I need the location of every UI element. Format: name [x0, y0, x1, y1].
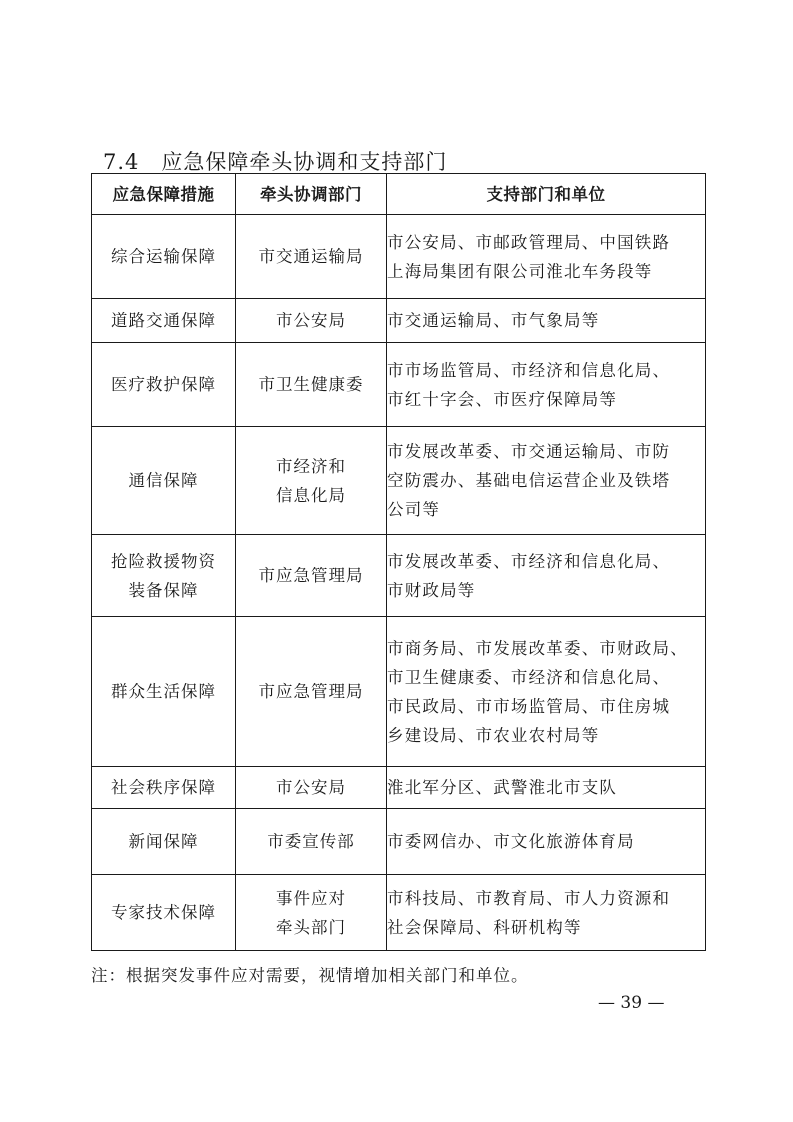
header-support: 支持部门和单位 [387, 174, 706, 215]
lead-line: 事件应对 [276, 888, 346, 908]
lead-cell [236, 809, 387, 875]
table-row [92, 299, 706, 343]
table-row [92, 875, 706, 951]
lead-line: 市交通运输局 [258, 247, 364, 266]
section-number: 7.4 [103, 150, 140, 174]
table-header-row [92, 174, 706, 215]
lead-cell [236, 875, 387, 951]
page-number: — 39 — [598, 993, 665, 1013]
measure-line: 通信保障 [128, 471, 199, 490]
measure-line: 社会秩序保障 [111, 778, 216, 797]
lead-line: 市应急管理局 [258, 682, 364, 701]
support-line: 市发展改革委、市经济和信息化局、 [387, 551, 671, 571]
measure-cell [92, 535, 236, 617]
measure-line: 专家技术保障 [111, 903, 216, 922]
measure-line: 装备保障 [128, 580, 199, 600]
support-cell [387, 343, 706, 427]
lead-line: 信息化局 [276, 485, 346, 505]
measure-line: 抢险救援物资 [111, 551, 216, 571]
lead-cell [236, 535, 387, 617]
measure-line: 群众生活保障 [111, 682, 216, 701]
footnote: 注：根据突发事件应对需要，视情增加相关部门和单位。 [91, 966, 529, 985]
support-cell [387, 875, 706, 951]
header-lead: 牵头协调部门 [236, 174, 387, 215]
support-line: 市卫生健康委、市经济和信息化局、 [387, 667, 671, 687]
support-line: 空防震办、基础电信运营企业及铁塔 [387, 471, 671, 490]
section-title [103, 146, 447, 176]
table-row [92, 809, 706, 875]
measure-line: 综合运输保障 [111, 247, 216, 266]
section-title-text: 应急保障牵头协调和支持部门 [161, 150, 448, 174]
lead-line: 市委宣传部 [267, 832, 355, 851]
support-line: 社会保障局、科研机构等 [387, 917, 582, 937]
support-line: 乡建设局、市农业农村局等 [387, 725, 600, 745]
measure-cell [92, 875, 236, 951]
lead-line: 市经济和 [276, 456, 346, 476]
support-line: 市交通运输局、市气象局等 [387, 311, 600, 330]
support-line: 公司等 [387, 500, 441, 519]
measure-cell [92, 215, 236, 299]
support-line: 市发展改革委、市交通运输局、市防 [387, 442, 671, 461]
lead-cell [236, 767, 387, 809]
measure-cell [92, 343, 236, 427]
support-line: 市委网信办、市文化旅游体育局 [387, 832, 635, 851]
lead-cell [236, 215, 387, 299]
lead-line: 市公安局 [276, 778, 346, 797]
support-line: 市科技局、市教育局、市人力资源和 [387, 888, 671, 908]
support-line: 市公安局、市邮政管理局、中国铁路 [387, 232, 671, 252]
lead-cell [236, 427, 387, 535]
support-line: 市市场监管局、市经济和信息化局、 [387, 360, 671, 380]
measure-cell [92, 299, 236, 343]
measure-cell [92, 427, 236, 535]
header-measure: 应急保障措施 [92, 174, 236, 215]
support-line: 市民政局、市市场监管局、市住房城 [387, 696, 671, 716]
support-cell [387, 427, 706, 535]
support-line: 上海局集团有限公司淮北车务段等 [387, 261, 653, 281]
lead-line: 牵头部门 [276, 917, 346, 937]
lead-line: 市卫生健康委 [258, 375, 364, 394]
support-cell [387, 767, 706, 809]
table-row [92, 343, 706, 427]
table-row [92, 427, 706, 535]
measure-line: 道路交通保障 [111, 311, 216, 330]
support-cell [387, 299, 706, 343]
support-cell [387, 617, 706, 767]
measure-line: 医疗救护保障 [111, 375, 216, 394]
lead-cell [236, 299, 387, 343]
support-line: 市商务局、市发展改革委、市财政局、 [387, 638, 688, 658]
measure-cell [92, 767, 236, 809]
support-cell [387, 809, 706, 875]
measure-line: 新闻保障 [128, 832, 199, 851]
support-line: 市财政局等 [387, 580, 476, 600]
lead-cell [236, 617, 387, 767]
measure-cell [92, 809, 236, 875]
lead-line: 市公安局 [276, 311, 346, 330]
table-row [92, 767, 706, 809]
support-line: 淮北军分区、武警淮北市支队 [387, 778, 618, 797]
measure-cell [92, 617, 236, 767]
support-cell [387, 215, 706, 299]
lead-cell [236, 343, 387, 427]
table-row [92, 535, 706, 617]
support-line: 市红十字会、市医疗保障局等 [387, 389, 618, 409]
table-row [92, 617, 706, 767]
guarantee-table [91, 173, 706, 951]
lead-line: 市应急管理局 [258, 566, 364, 585]
support-cell [387, 535, 706, 617]
table-row [92, 215, 706, 299]
